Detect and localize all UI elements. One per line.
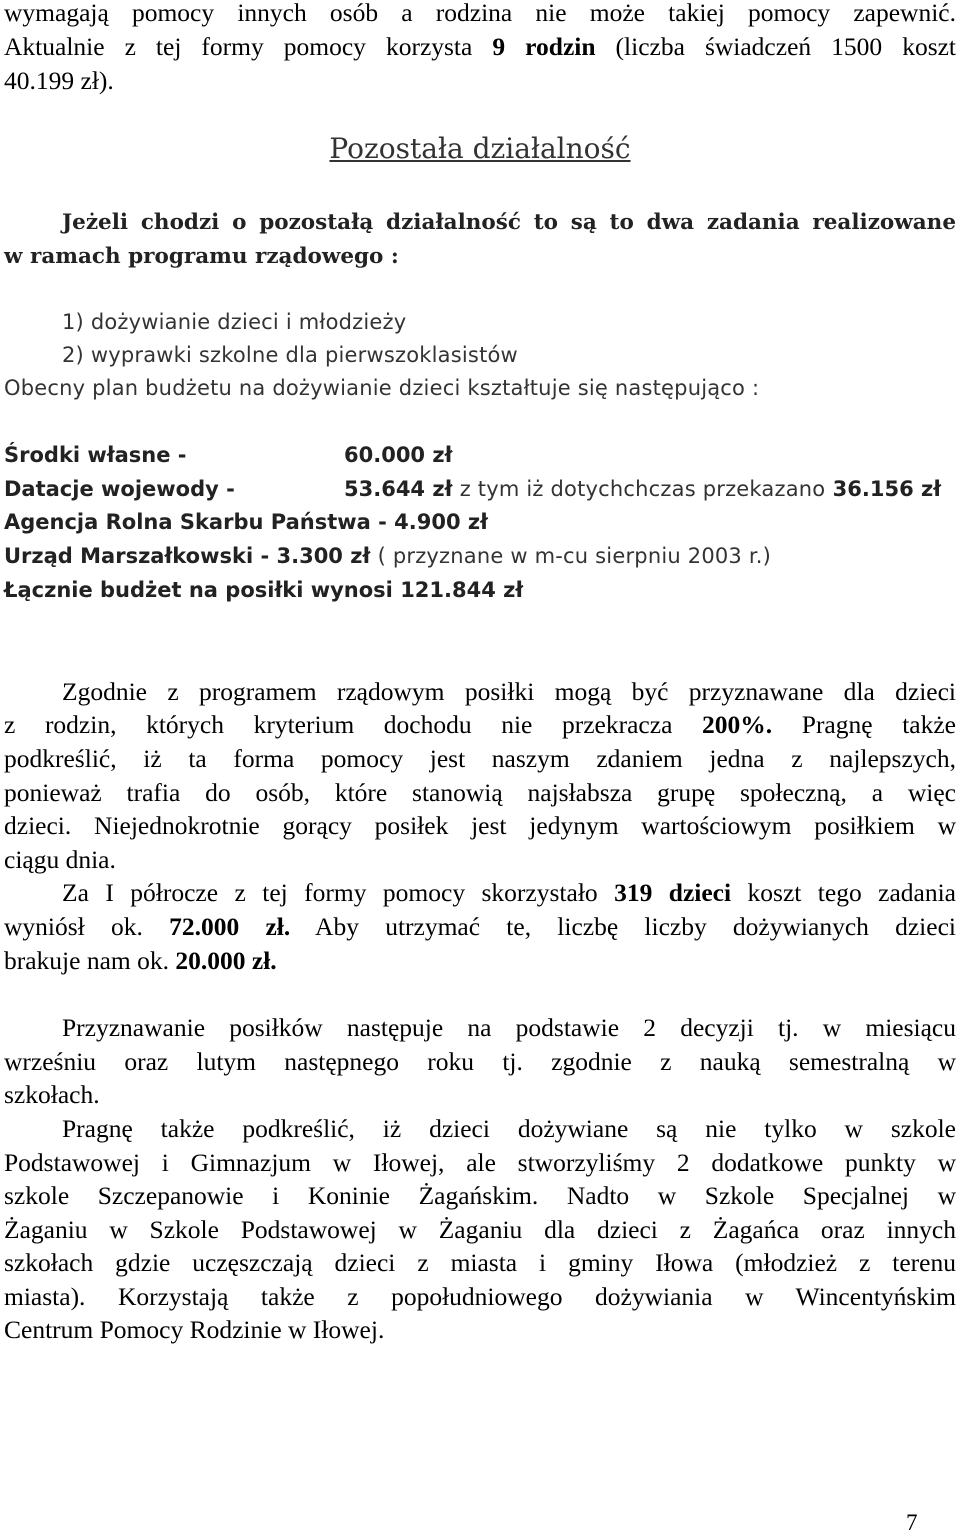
- p3-line-1: Przyznawanie posiłków następuje na podstawie 2 decyzji tj. w miesiącu: [62, 1013, 956, 1042]
- p4-line-6: miasta). Korzystają także z popołudniowego dożywiania w Wincentyńskim: [4, 1282, 956, 1311]
- p4-line-3: szkole Szczepanowie i Koninie Żagańskim. Nadto w Szkole Specjalnej w: [4, 1181, 956, 1210]
- budget-row-own-funds: Środki własne - 60.000 zł: [4, 439, 187, 473]
- p2-line-3: brakuje nam ok. 20.000 zł.: [4, 946, 277, 975]
- budget-row-marshal-office: Urząd Marszałkowski - 3.300 zł ( przyznane w m-cu sierpniu 2003 r.): [4, 544, 772, 568]
- page-number: 7: [906, 1510, 918, 1535]
- p1-line-4: ponieważ trafia do osób, które stanowią najsłabsza grupę społeczną, a więc: [4, 778, 956, 807]
- p4-line-2: Podstawowej i Gimnazjum w Iłowej, ale stworzyliśmy 2 dodatkowe punkty w: [4, 1148, 956, 1177]
- budget-subsidy-note: z tym iż dotychchczas przekazano: [459, 477, 826, 501]
- p1-line-3: podkreślić, iż ta forma pomocy jest naszym zdaniem jedna z najlepszych,: [4, 744, 956, 773]
- section-intro-line-1: Jeżeli chodzi o pozostałą działalność to są to dwa zadania realizowane: [62, 210, 956, 235]
- intro-line-3: 40.199 zł).: [4, 66, 114, 95]
- list-item-1: 1) dożywianie dzieci i młodzieży: [62, 310, 407, 334]
- p4-line-7: Centrum Pomocy Rodzinie w Iłowej.: [4, 1315, 385, 1344]
- p3-line-3: szkołach.: [4, 1080, 100, 1109]
- p4-line-1: Pragnę także podkreślić, iż dzieci dożywiane są nie tylko w szkole: [62, 1114, 956, 1143]
- intro-line-1: wymagają pomocy innych osób a rodzina nie może takiej pomocy zapewnić.: [4, 0, 956, 27]
- p2-line-1: Za I półrocze z tej formy pomocy skorzystało 319 dzieci koszt tego zadania: [62, 878, 956, 907]
- list-item-2: 2) wyprawki szkolne dla pierwszoklasistów: [62, 343, 518, 367]
- budget-row-agency: Agencja Rolna Skarbu Państwa - 4.900 zł: [4, 510, 488, 534]
- p1-line-2: z rodzin, których kryterium dochodu nie przekracza 200%. Pragnę także: [4, 710, 956, 739]
- budget-plan-intro: Obecny plan budżetu na dożywianie dzieci kształtuje się następująco :: [4, 376, 760, 400]
- section-intro-line-2: w ramach programu rządowego :: [4, 244, 399, 269]
- budget-row-subsidy: Datacje wojewody - 53.644 zł z tym iż dotychchczas przekazano 36.156 zł: [4, 477, 942, 501]
- p3-line-2: wrześniu oraz lutym następnego roku tj. zgodnie z nauką semestralną w: [4, 1047, 956, 1076]
- budget-total: Łącznie budżet na posiłki wynosi 121.844 zł: [4, 578, 524, 602]
- p4-line-5: szkołach gdzie uczęszczają dzieci z miasta i gminy Iłowa (młodzież z terenu: [4, 1248, 956, 1277]
- p4-line-4: Żaganiu w Szkole Podstawowej w Żaganiu dla dzieci z Żagańca oraz innych: [4, 1215, 956, 1244]
- section-heading: Pozostała działalność: [329, 132, 631, 165]
- p1-line-5: dzieci. Niejednokrotnie gorący posiłek jest jedynym wartościowym posiłkiem w: [4, 811, 956, 840]
- p2-line-2: wyniósł ok. 72.000 zł. Aby utrzymać te, liczbę liczby dożywianych dzieci: [4, 912, 956, 941]
- p1-line-6: ciągu dnia.: [4, 845, 116, 874]
- budget-value-own-funds: 60.000 zł: [344, 443, 453, 467]
- p1-line-1: Zgodnie z programem rządowym posiłki mogą być przyznawane dla dzieci: [62, 677, 956, 706]
- budget-subsidy-transferred: 36.156 zł: [832, 477, 942, 501]
- intro-line-2: Aktualnie z tej formy pomocy korzysta 9 rodzin (liczba świadczeń 1500 koszt: [4, 32, 957, 61]
- budget-value-subsidy: 53.644 zł: [344, 477, 453, 501]
